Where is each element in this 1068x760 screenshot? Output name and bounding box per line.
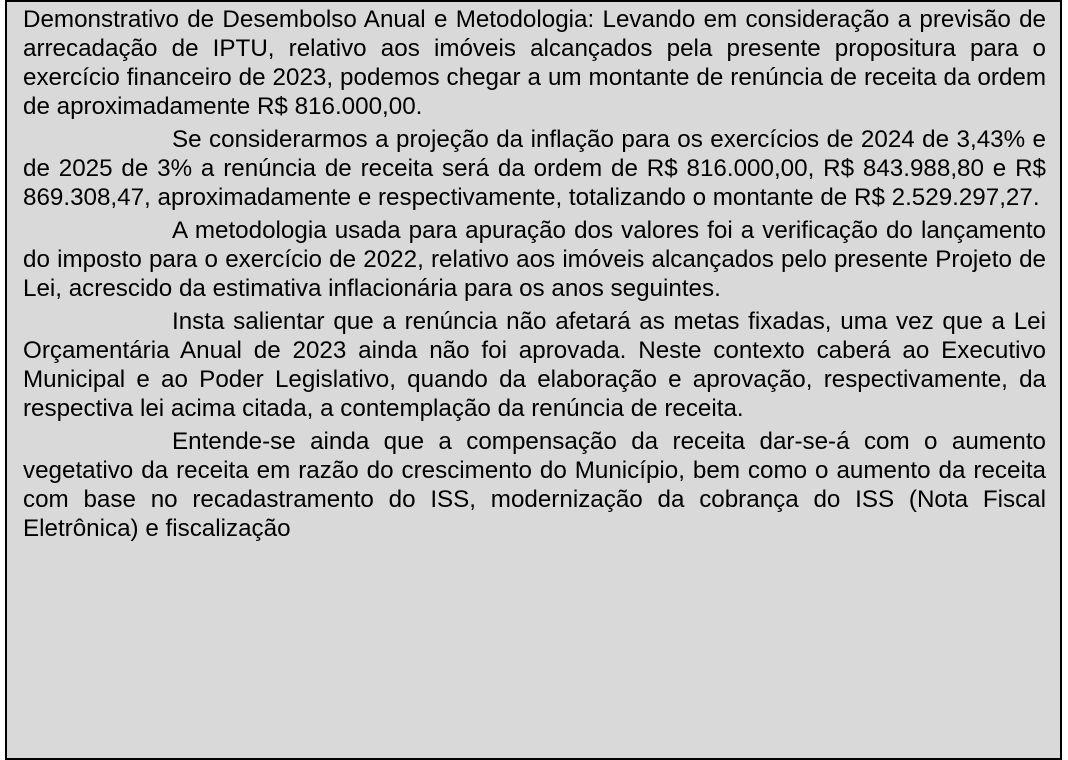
paragraph-projecao-inflacao: Se considerarmos a projeção da inflação para os exercícios de 2024 de 3,43% e de 2025 de 3% a renúncia de receita será da ordem de R$ 816.000,00, R$ 843.988,80 e R$ 869.308,47, aproximadamente e respectivamente, totalizando o montante de R$ 2.529.297,27. <box>23 126 1046 211</box>
paragraph-compensacao: Entende-se ainda que a compensação da receita dar-se-á com o aumento vegetativo da receita em razão do crescimento do Município, bem como o aumento da receita com base no recadastramento do ISS, modernização da cobrança do ISS (Nota Fiscal Eletrônica) e fiscalização <box>23 428 1046 542</box>
paragraph-metodologia: A metodologia usada para apuração dos valores foi a verificação do lançamento do imposto para o exercício de 2022, relativo aos imóveis alcançados pelo presente Projeto de Lei, acrescido da estimativa inflacionária para os anos seguintes. <box>23 217 1046 302</box>
text-box <box>5 0 1062 760</box>
paragraph-metas-fixadas: Insta salientar que a renúncia não afetará as metas fixadas, uma vez que a Lei Orçamentária Anual de 2023 ainda não foi aprovada. Neste contexto caberá ao Executivo Municipal e ao Poder Legislativo, quando da elaboração e aprovação, respectivamente, da respectiva lei acima citada, a contemplação da renúncia de receita. <box>23 308 1046 422</box>
paragraph-demonstrativo: Demonstrativo de Desembolso Anual e Metodologia: Levando em consideração a previsão de arrecadação de IPTU, relativo aos imóveis alcançados pela presente propositura para o exercício financeiro de 2023, podemos chegar a um montante de renúncia de receita da ordem de aproximadamente R$ 816.000,00. <box>23 6 1046 120</box>
